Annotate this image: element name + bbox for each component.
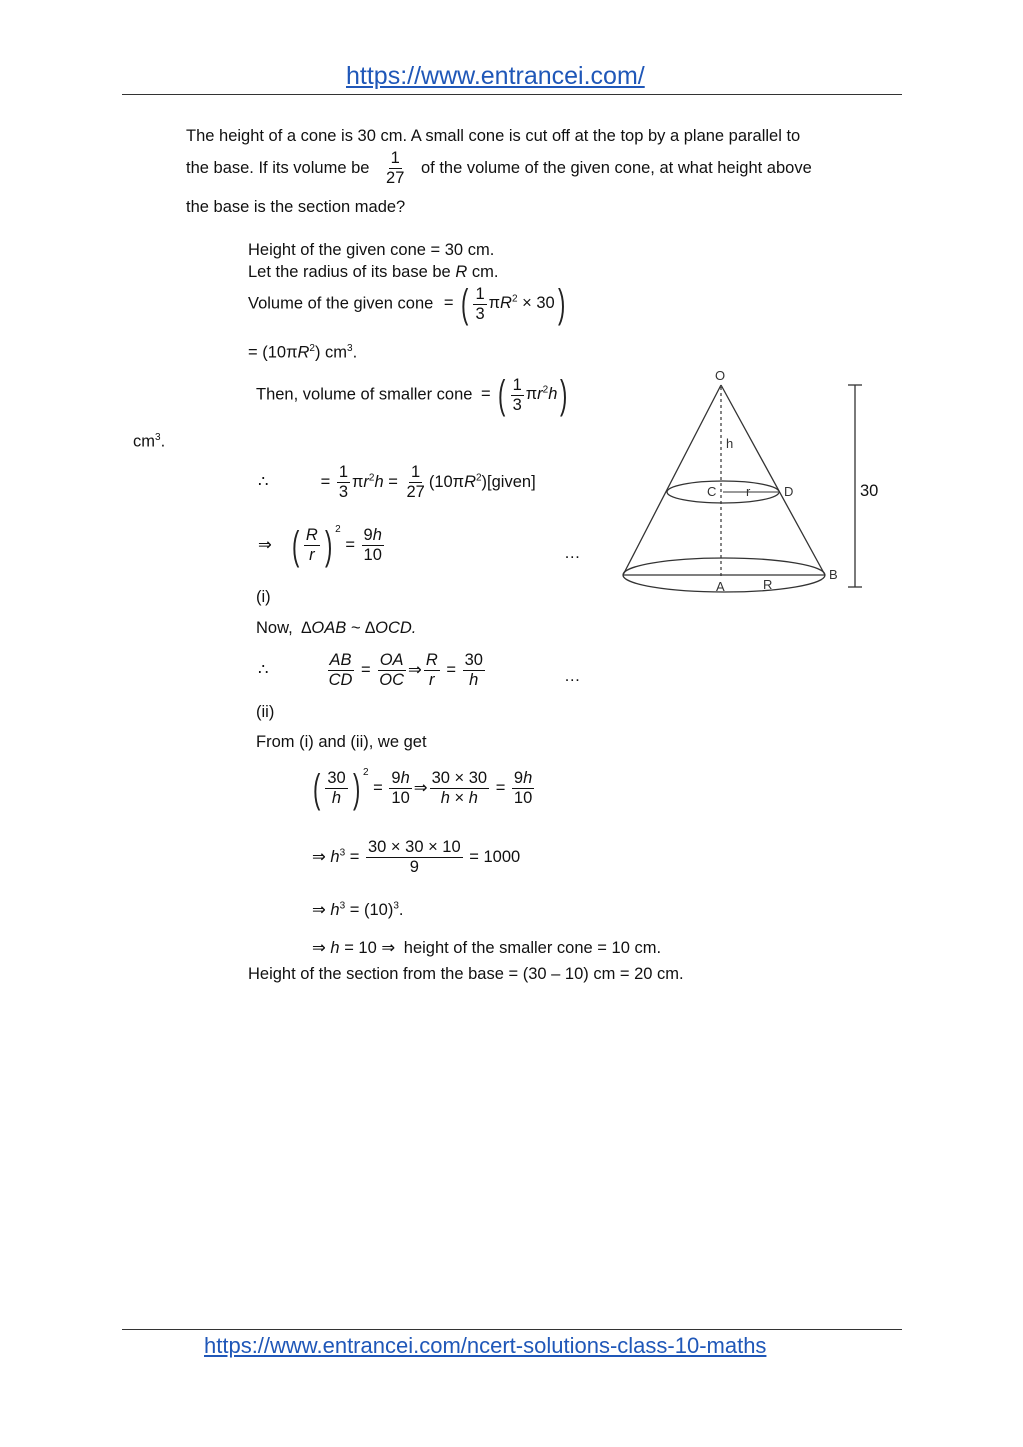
footer-rule xyxy=(122,1329,902,1330)
volume-smaller-cone xyxy=(256,375,571,415)
s4-post: ) cm xyxy=(314,343,348,362)
s4-pre: = (10π xyxy=(248,343,298,362)
h-cube-ten: ⇒ $h^3 = (10)^3$. xyxy=(312,900,404,919)
volume-result: = $(10\pi R^2)$ $cm^3$. xyxy=(248,343,358,362)
label-b: B xyxy=(829,567,838,582)
label-r-small: r xyxy=(746,484,751,499)
dimension-label: 30 xyxy=(860,482,879,500)
volume-label: Volume of the given cone xyxy=(248,294,434,313)
similar-text: ∆OAB ~ ∆OCD. xyxy=(301,619,417,637)
label-a: A xyxy=(716,579,725,594)
header-rule xyxy=(122,94,902,95)
solution-line-2 xyxy=(248,263,498,282)
solution-line-1: Height of the given cone = 30 cm. xyxy=(248,241,495,259)
combined-equation: ( $\frac{30}{h}$ ) $^2$ = $\frac{9h}{10}$ ⇒ $\frac{30 \times 30}{h \times h}$ = $\frac{9h}{10}$ xyxy=(312,766,533,811)
h-result: ⇒ h = 10 ⇒ height of the smaller cone = 10 cm. xyxy=(312,939,662,957)
fraction-numerator: 1 xyxy=(390,149,400,167)
question-line-3: the base is the section made? xyxy=(186,198,406,216)
label-r-big: R xyxy=(763,577,773,592)
label-o: O xyxy=(715,368,726,383)
footer-link[interactable]: https://www.entrancei.com/ncert-solutions-class-10-maths xyxy=(204,1333,767,1358)
equation-i: ⇒ ( $\frac{R}{r}$ ) $^2$ = $\frac{9h}{10}$ … xyxy=(258,523,581,568)
therefore-equation: ∴ = $\frac{1}{3}$ $\pi r^2h$ = $\frac{1}{27}$ $(10\pi R^2)[given]$ xyxy=(258,463,536,501)
s2-var: R xyxy=(455,263,468,281)
smaller-label: Then, volume of smaller cone xyxy=(256,385,473,404)
equation-ii-label: (ii) xyxy=(256,703,275,721)
s4-var: R xyxy=(297,343,310,362)
cone-right-edge xyxy=(721,385,825,575)
smaller-formula: = ( $\frac{1}{3}$ $\pi r^2h$) xyxy=(481,373,568,417)
s2-pre: Let the radius of its base be xyxy=(248,263,451,281)
label-c: C xyxy=(707,484,717,499)
final-answer: Height of the section from the base = (30 – 10) cm = 20 cm. xyxy=(248,965,684,983)
label-d: D xyxy=(784,484,794,499)
cone-left-edge xyxy=(623,385,721,575)
s2-post: cm. xyxy=(471,263,499,281)
cm3-unit: $cm^3$. xyxy=(133,432,166,451)
equation-ii: ∴ $\frac{AB}{CD}$ = $\frac{OA}{OC}$ ⇒ $\frac{R}{r}$ = $\frac{30}{h}$ … xyxy=(258,651,581,689)
volume-formula: = ( $\frac{1}{3}$ $\pi R^2 \times 30$) xyxy=(443,282,566,326)
cone-diagram xyxy=(610,365,890,605)
question-text-pre: the base. If its volume be xyxy=(186,158,370,177)
question-line-1: The height of a cone is 30 cm. A small cone is cut off at the top by a plane parallel to xyxy=(186,127,801,145)
header-link[interactable]: https://www.entrancei.com/ xyxy=(346,62,645,90)
now-text: Now, xyxy=(256,619,293,637)
from-text: From (i) and (ii), we get xyxy=(256,733,427,751)
question-fraction xyxy=(384,149,406,188)
volume-given-cone xyxy=(248,284,568,324)
label-h: h xyxy=(726,436,734,451)
question-line-2 xyxy=(186,149,812,188)
similar-triangles xyxy=(256,619,416,638)
cm3-text: cm xyxy=(133,432,155,451)
h-cube-equation: ⇒ $h^3$ = $\frac{30 \times 30 \times 10}{9}$ = 1000 xyxy=(312,838,521,876)
smaller-height-text: height of the smaller cone = 10 cm. xyxy=(403,939,662,957)
equation-i-label: (i) xyxy=(256,588,271,606)
question-text-post: of the volume of the given cone, at what height above xyxy=(420,158,812,177)
fraction-denominator: 27 xyxy=(386,168,405,187)
